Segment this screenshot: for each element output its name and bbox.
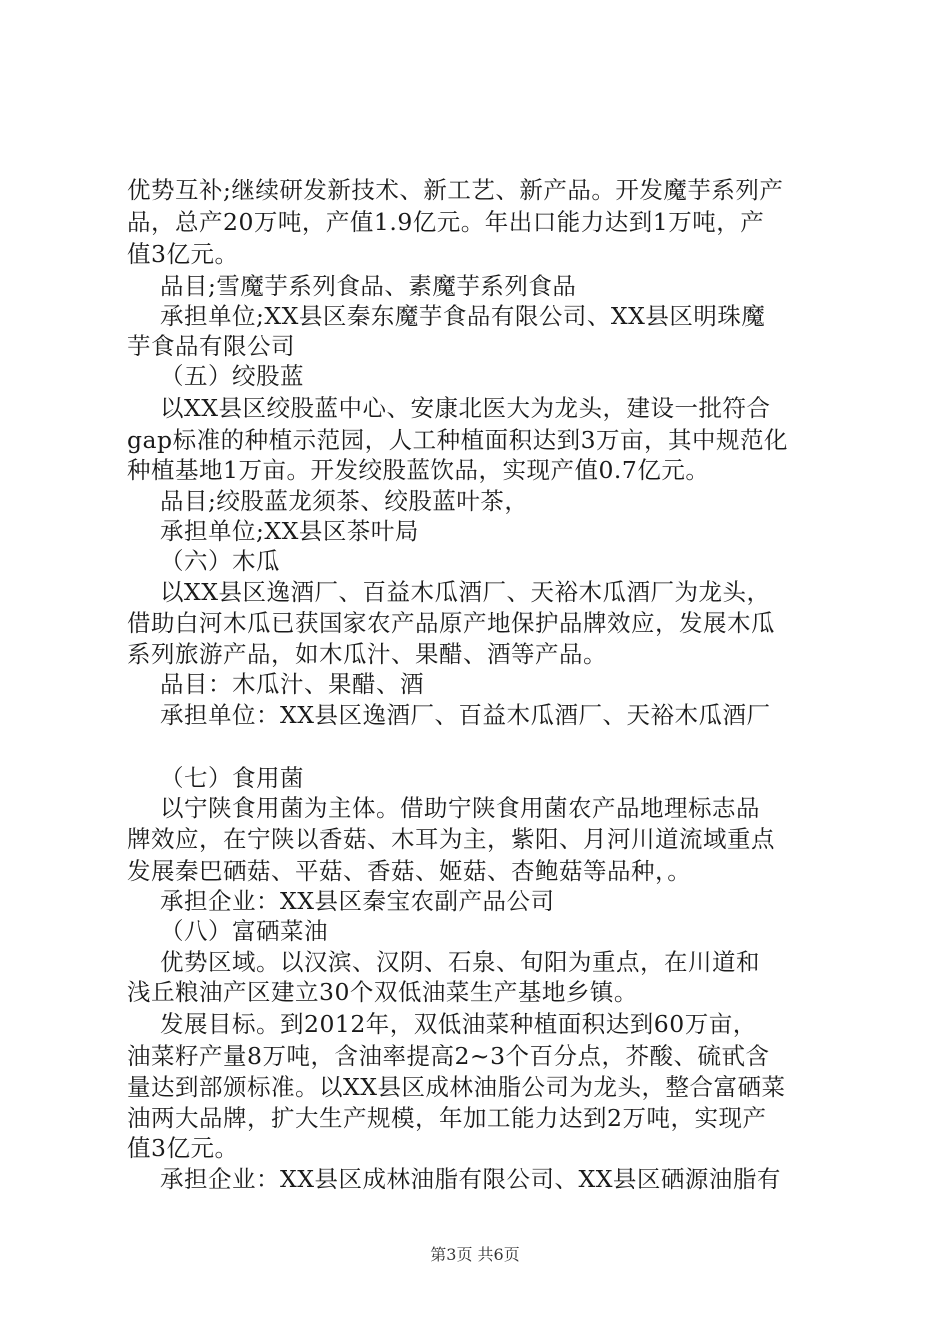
body-text-line: 品，总产20万吨，产值1.9亿元。年出口能力达到1万吨，产 (127, 208, 765, 236)
body-text-line: 牌效应，在宁陕以香菇、木耳为主，紫阳、月河川道流域重点 (127, 825, 775, 853)
body-text-line: 发展秦巴硒菇、平菇、香菇、姬菇、杏鲍菇等品种，。 (127, 857, 692, 885)
body-text-line: 以XX县区绞股蓝中心、安康北医大为龙头，建设一批符合 (160, 394, 771, 422)
section-heading: （七）食用菌 (160, 764, 304, 792)
body-text-line: 量达到部颁标准。以XX县区成林油脂公司为龙头，整合富硒菜 (127, 1073, 786, 1101)
body-text-line: 芋食品有限公司 (127, 332, 295, 360)
body-text-line: gap标准的种植示范园，人工种植面积达到3万亩，其中规范化 (127, 426, 789, 454)
body-text-line: 品目;雪魔芋系列食品、素魔芋系列食品 (160, 272, 577, 300)
body-text-line: 油菜籽产量8万吨，含油率提高2~3个百分点，芥酸、硫甙含 (127, 1042, 770, 1070)
body-text-line: 以XX县区逸酒厂、百益木瓜酒厂、天裕木瓜酒厂为龙头， (160, 578, 771, 606)
body-text-line: 发展目标。到2012年，双低油菜种植面积达到60万亩， (160, 1010, 757, 1038)
body-text-line: 承担单位;XX县区茶叶局 (160, 517, 419, 545)
body-text-line: 以宁陕食用菌为主体。借助宁陕食用菌农产品地理标志品 (160, 794, 760, 822)
body-text-line: 浅丘粮油产区建立30个双低油菜生产基地乡镇。 (127, 978, 638, 1006)
section-heading: （五）绞股蓝 (160, 362, 304, 390)
body-text-line: 品目：木瓜汁、果醋、酒 (160, 670, 424, 698)
body-text-line: 值3亿元。 (127, 240, 239, 268)
body-text-line: 优势区域。以汉滨、汉阴、石泉、旬阳为重点，在川道和 (160, 948, 760, 976)
body-text-line: 承担单位：XX县区逸酒厂、百益木瓜酒厂、天裕木瓜酒厂 (160, 701, 771, 729)
body-text-line: 承担单位;XX县区秦东魔芋食品有限公司、XX县区明珠魔 (160, 302, 766, 330)
page-number-footer: 第3页 共6页 (430, 1245, 520, 1264)
section-heading: （六）木瓜 (160, 547, 280, 575)
body-text-line: 品目;绞股蓝龙须茶、绞股蓝叶茶， (160, 487, 529, 515)
body-text-line: 油两大品牌，扩大生产规模，年加工能力达到2万吨，实现产 (127, 1104, 767, 1132)
body-text-line: 承担企业：XX县区成林油脂有限公司、XX县区硒源油脂有 (160, 1165, 781, 1193)
section-heading: （八）富硒菜油 (160, 917, 328, 945)
body-text-line: 优势互补;继续研发新技术、新工艺、新产品。开发魔芋系列产 (127, 176, 784, 204)
body-text-line: 值3亿元。 (127, 1134, 239, 1162)
body-text-line: 借助白河木瓜已获国家农产品原产地保护品牌效应，发展木瓜 (127, 609, 775, 637)
body-text-line: 种植基地1万亩。开发绞股蓝饮品，实现产值0.7亿元。 (127, 456, 710, 484)
body-text-line: 承担企业：XX县区秦宝农副产品公司 (160, 887, 555, 915)
body-text-line: 系列旅游产品，如木瓜汁、果醋、酒等产品。 (127, 640, 607, 668)
